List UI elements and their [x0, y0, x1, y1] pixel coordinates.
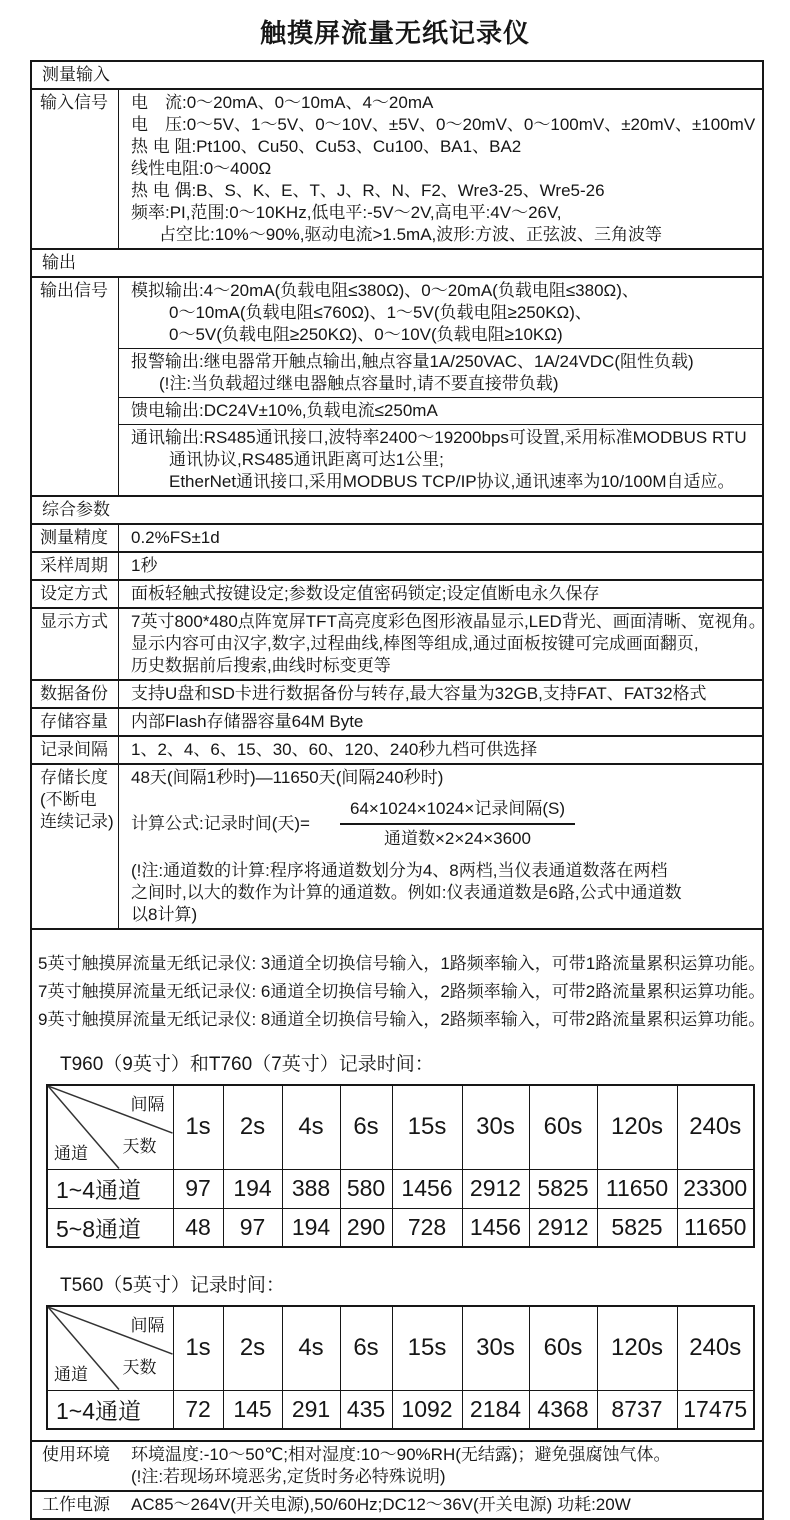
value-cell: 1092 — [392, 1390, 462, 1429]
storage-length-label-line: 连续记录) — [40, 812, 114, 831]
backup-value: 支持U盘和SD卡进行数据备份与转存,最大容量为32GB,支持FAT、FAT32格式 — [131, 684, 707, 703]
setting-value: 面板轻触式按键设定;参数设定值密码锁定;设定值断电永久保存 — [131, 584, 600, 603]
spec-table — [30, 60, 764, 1520]
row-label-cell: 5~8通道 — [47, 1208, 173, 1247]
spec-row-accuracy — [32, 523, 762, 551]
row-label-cell: 1~4通道 — [47, 1390, 173, 1429]
value-cell: 388 — [282, 1169, 340, 1208]
input-signal-line: 线性电阻:0～400Ω — [131, 159, 272, 178]
spec-row-storage-length — [32, 763, 762, 928]
analog-output-block — [119, 278, 762, 348]
model-line-5inch: 5英寸触摸屏流量无纸记录仪: 3通道全切换信号输入，1路频率输入，可带1路流量累积运算功能。 — [38, 954, 766, 973]
storage-note-line: (!注:通道数的计算:程序将通道数划分为4、8两档,当仪表通道数落在两档 — [131, 861, 668, 880]
comm-output-block — [119, 424, 762, 495]
value-cell: 4368 — [529, 1390, 597, 1429]
section-row-output — [32, 248, 762, 276]
value-cell: 194 — [282, 1208, 340, 1247]
page-title: 触摸屏流量无纸记录仪 — [259, 18, 530, 48]
model-line-9inch: 9英寸触摸屏流量无纸记录仪: 8通道全切换信号输入，2路频率输入，可带2路流量累积运算功能。 — [38, 1010, 766, 1029]
input-signal-line: 电 流:0～20mA、0～10mA、4～20mA — [131, 93, 434, 112]
diagonal-header-cell — [47, 1085, 173, 1169]
record-table-t960-t760 — [46, 1084, 755, 1248]
record-table-caption-t960-t760: T960（9英寸）和T760（7英寸）记录时间： — [60, 1054, 434, 1075]
spec-row-setting — [32, 579, 762, 607]
interval-header-cell: 240s — [677, 1085, 754, 1169]
environment-line: 环境温度:-10～50℃;相对湿度:10～90%RH(无结露)；避免强腐蚀气体。 — [131, 1445, 671, 1464]
interval-header-cell: 1s — [173, 1306, 223, 1390]
table-row — [47, 1208, 754, 1247]
value-cell: 23300 — [677, 1169, 754, 1208]
power-line: AC85～264V(开关电源),50/60Hz;DC12～36V(开关电源) 功耗:20W — [131, 1495, 631, 1514]
row-label-sampling: 采样周期 — [32, 553, 119, 579]
storage-length-content — [119, 765, 762, 928]
record-time-formula — [131, 798, 762, 850]
value-cell: 48 — [173, 1208, 223, 1247]
interval-header-cell: 4s — [282, 1306, 340, 1390]
environment-line: (!注:若现场环境恶劣,定货时务必特殊说明) — [131, 1467, 446, 1486]
interval-header-cell: 240s — [677, 1306, 754, 1390]
record-table-t560 — [46, 1305, 755, 1430]
value-cell: 2912 — [462, 1169, 529, 1208]
interval-header-cell: 2s — [223, 1306, 282, 1390]
alarm-output-block — [119, 348, 762, 397]
model-descriptions — [32, 930, 769, 1034]
row-label-backup: 数据备份 — [32, 681, 119, 707]
formula-prefix: 计算公式:记录时间(天)= — [131, 814, 310, 833]
spec-row-interval — [32, 735, 762, 763]
formula-numerator: 64×1024×1024×记录间隔(S) — [340, 798, 575, 825]
formula-denominator: 通道数×2×24×3600 — [384, 829, 531, 848]
analog-output-line: 模拟输出:4～20mA(负载电阻≤380Ω)、0～20mA(负载电阻≤380Ω)、 — [131, 281, 639, 300]
value-cell: 97 — [173, 1169, 223, 1208]
display-line: 显示内容可由汉字,数字,过程曲线,棒图等组成,通过面板按键可完成画面翻页, — [131, 634, 699, 653]
input-signal-line: 频率:PI,范围:0～10KHz,低电平:-5V～2V,高电平:4V～26V, — [131, 203, 562, 222]
feed-output-block — [119, 397, 762, 424]
display-line: 7英寸800*480点阵宽屏TFT高亮度彩色图形液晶显示,LED背光、画面清晰、宽视角。 — [131, 612, 766, 631]
spec-row-output-signal — [32, 276, 762, 495]
value-cell: 72 — [173, 1390, 223, 1429]
row-label-display: 显示方式 — [32, 609, 119, 679]
models-and-tables-row — [32, 928, 766, 1440]
table-row — [47, 1390, 754, 1429]
value-cell: 11650 — [677, 1208, 754, 1247]
value-cell: 1456 — [392, 1169, 462, 1208]
interval-header-cell: 6s — [340, 1085, 392, 1169]
storage-range-line: 48天(间隔1秒时)—11650天(间隔240秒时) — [131, 768, 444, 787]
section-row-measure-input — [32, 62, 762, 88]
analog-output-line: 0～10mA(负载电阻≤760Ω)、1～5V(负载电阻≥250KΩ)、 — [169, 303, 592, 322]
sampling-value: 1秒 — [131, 556, 158, 575]
section-row-general — [32, 495, 762, 523]
display-content — [119, 609, 766, 679]
spec-row-power — [32, 1490, 762, 1518]
comm-output-line: EtherNet通讯接口,采用MODBUS TCP/IP协议,通讯速率为10/100M自适应。 — [169, 472, 735, 491]
feed-output-line: 馈电输出:DC24V±10%,负载电流≤250mA — [131, 401, 438, 420]
input-signal-line: 占空比:10%～90%,驱动电流>1.5mA,波形:方波、正弦波、三角波等 — [159, 225, 663, 244]
corner-label-channel: 通道 — [54, 1143, 88, 1163]
analog-output-line: 0～5V(负载电阻≥250KΩ)、0～10V(负载电阻≥10KΩ) — [169, 325, 563, 344]
table-row — [47, 1169, 754, 1208]
value-cell: 1456 — [462, 1208, 529, 1247]
corner-label-days: 天数 — [122, 1358, 157, 1377]
value-cell: 194 — [223, 1169, 282, 1208]
corner-label-interval: 间隔 — [130, 1095, 165, 1114]
section-header-general: 综合参数 — [42, 500, 110, 519]
value-cell: 2912 — [529, 1208, 597, 1247]
row-label-interval: 记录间隔 — [32, 737, 119, 763]
section-header-output: 输出 — [42, 253, 76, 272]
corner-label-days: 天数 — [122, 1137, 157, 1156]
row-label-capacity: 存储容量 — [32, 709, 119, 735]
value-cell: 5825 — [529, 1169, 597, 1208]
interval-header-cell: 6s — [340, 1306, 392, 1390]
interval-header-cell: 15s — [392, 1306, 462, 1390]
value-cell: 580 — [340, 1169, 392, 1208]
value-cell: 11650 — [597, 1169, 677, 1208]
input-signal-content — [119, 90, 762, 248]
interval-header-cell: 30s — [462, 1085, 529, 1169]
row-label-power: 工作电源 — [42, 1495, 110, 1514]
model-line-7inch: 7英寸触摸屏流量无纸记录仪: 6通道全切换信号输入，2路频率输入，可带2路流量累积运算功能。 — [38, 982, 766, 1001]
section-header-measure-input: 测量输入 — [42, 65, 110, 84]
spec-row-input-signal — [32, 88, 762, 248]
interval-header-cell: 1s — [173, 1085, 223, 1169]
corner-label-channel: 通道 — [54, 1364, 88, 1384]
value-cell: 17475 — [677, 1390, 754, 1429]
row-label-cell: 1~4通道 — [47, 1169, 173, 1208]
accuracy-value: 0.2%FS±1d — [131, 528, 220, 547]
row-label-accuracy: 测量精度 — [32, 525, 119, 551]
spec-row-environment — [32, 1440, 762, 1490]
input-signal-line: 热 电 阻:Pt100、Cu50、Cu53、Cu100、BA1、BA2 — [131, 137, 522, 156]
storage-note-line: 之间时,以大的数作为计算的通道数。例如:仪表通道数是6路,公式中通道数 — [131, 883, 682, 902]
input-signal-line: 电 压:0～5V、1～5V、0～10V、±5V、0～20mV、0～100mV、±20mV、±100mV — [131, 115, 756, 134]
input-signal-line: 热 电 偶:B、S、K、E、T、J、R、N、F2、Wre3-25、Wre5-26 — [131, 181, 605, 200]
display-line: 历史数据前后搜索,曲线时标变更等 — [131, 656, 391, 675]
value-cell: 5825 — [597, 1208, 677, 1247]
alarm-output-line: 报警输出:继电器常开触点输出,触点容量1A/250VAC、1A/24VDC(阻性负载) — [131, 352, 694, 371]
interval-header-cell: 120s — [597, 1085, 677, 1169]
value-cell: 290 — [340, 1208, 392, 1247]
storage-length-label-line: (不断电 — [40, 790, 97, 809]
row-label-storage-length — [32, 765, 119, 928]
value-cell: 291 — [282, 1390, 340, 1429]
row-label-output-signal: 输出信号 — [32, 278, 119, 495]
value-cell: 8737 — [597, 1390, 677, 1429]
interval-header-cell: 2s — [223, 1085, 282, 1169]
interval-value: 1、2、4、6、15、30、60、120、240秒九档可供选择 — [131, 740, 538, 759]
models-and-tables-cell — [32, 930, 769, 1440]
spec-row-capacity — [32, 707, 762, 735]
capacity-value: 内部Flash存储器容量64M Byte — [131, 712, 364, 731]
value-cell: 97 — [223, 1208, 282, 1247]
interval-header-cell: 60s — [529, 1085, 597, 1169]
value-cell: 728 — [392, 1208, 462, 1247]
row-label-environment: 使用环境 — [42, 1445, 110, 1464]
alarm-output-line: (!注:当负载超过继电器触点容量时,请不要直接带负载) — [159, 374, 559, 393]
power-content — [131, 1492, 762, 1518]
spec-row-display — [32, 607, 766, 679]
row-label-input-signal: 输入信号 — [32, 90, 119, 248]
comm-output-line: 通讯输出:RS485通讯接口,波特率2400～19200bps可设置,采用标准MODBUS RTU — [131, 428, 747, 447]
comm-output-line: 通讯协议,RS485通讯距离可达1公里; — [169, 450, 444, 469]
environment-content — [131, 1442, 762, 1490]
storage-length-label-line: 存储长度 — [40, 768, 108, 787]
value-cell: 435 — [340, 1390, 392, 1429]
interval-header-cell: 120s — [597, 1306, 677, 1390]
value-cell: 145 — [223, 1390, 282, 1429]
record-table-caption-t560: T560（5英寸）记录时间： — [60, 1275, 285, 1296]
storage-note-line: 以8计算) — [131, 905, 198, 924]
spec-row-backup — [32, 679, 762, 707]
diagonal-header-cell — [47, 1306, 173, 1390]
row-label-setting: 设定方式 — [32, 581, 119, 607]
value-cell: 2184 — [462, 1390, 529, 1429]
interval-header-cell: 15s — [392, 1085, 462, 1169]
interval-header-cell: 60s — [529, 1306, 597, 1390]
interval-header-cell: 4s — [282, 1085, 340, 1169]
interval-header-cell: 30s — [462, 1306, 529, 1390]
formula-fraction — [340, 798, 575, 850]
spec-row-sampling — [32, 551, 762, 579]
corner-label-interval: 间隔 — [130, 1316, 165, 1335]
output-signal-content — [119, 278, 762, 495]
